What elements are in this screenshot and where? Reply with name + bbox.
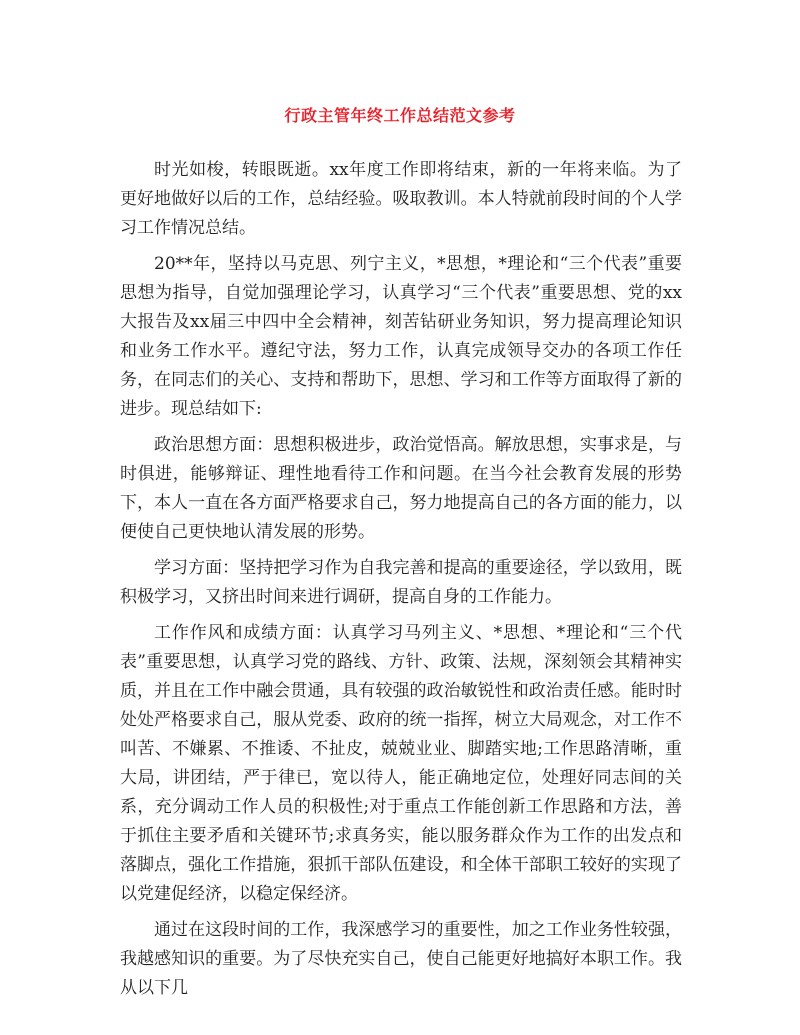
paragraph-guiding-principles: 20**年，坚持以马克思、列宁主义，*思想，*理论和“三个代表”重要思想为指导，自觉加强理论学习，认真学习“三个代表”重要思想、党的xx大报告及xx届三中四中全会精神，刻苦钻研业务知识，努力提高理论知识和业务工作水平。遵纪守法，努力工作，认真完成领导交办的各项工作任务，在同志们的关心、支持和帮助下，思想、学习和工作等方面取得了新的进步。现总结如下:	[120, 254, 682, 419]
paragraph-learning-importance: 通过在这段时间的工作，我深感学习的重要性，加之工作业务性较强，我越感知识的重要。为了尽快充实自己，使自己能更好地搞好本职工作。我从以下几	[120, 920, 682, 998]
paragraph-study: 学习方面：坚持把学习作为自我完善和提高的重要途径，学以致用，既积极学习，又挤出时间来进行调研，提高自身的工作能力。	[120, 558, 682, 607]
paragraph-work-style: 工作作风和成绩方面：认真学习马列主义、*思想、*理论和“三个代表”重要思想，认真学习党的路线、方针、政策、法规，深刻领会其精神实质，并且在工作中融会贯通，具有较强的政治敏锐性和政治责任感。能时时处处严格要求自己，服从党委、政府的统一指挥，树立大局观念，对工作不叫苦、不嫌累、不推诿、不扯皮，兢兢业业、脚踏实地;工作思路清晰，重大局，讲团结，严于律已，宽以待人，能正确地定位，处理好同志间的关系，充分调动工作人员的积极性;对于重点工作能创新工作思路和方法，善于抓住主要矛盾和关键环节;求真务实，能以服务群众作为工作的出发点和落脚点，强化工作措施，狠抓干部队伍建设，和全体干部职工较好的实现了以党建促经济，以稳定保经济。	[120, 623, 682, 904]
paragraph-political-thought: 政治思想方面：思想积极进步，政治觉悟高。解放思想，实事求是，与时俱进，能够辩证、理性地看待工作和问题。在当今社会教育发展的形势下，本人一直在各方面严格要求自己，努力地提高自己的各方面的能力，以便使自己更快地认清发展的形势。	[120, 435, 682, 542]
paragraph-intro: 时光如梭，转眼既逝。xx年度工作即将结束，新的一年将来临。为了更好地做好以后的工作，总结经验。吸取教训。本人特就前段时间的个人学习工作情况总结。	[120, 160, 682, 238]
document-body	[120, 156, 682, 1010]
document-title: 行政主管年终工作总结范文参考	[284, 106, 516, 125]
